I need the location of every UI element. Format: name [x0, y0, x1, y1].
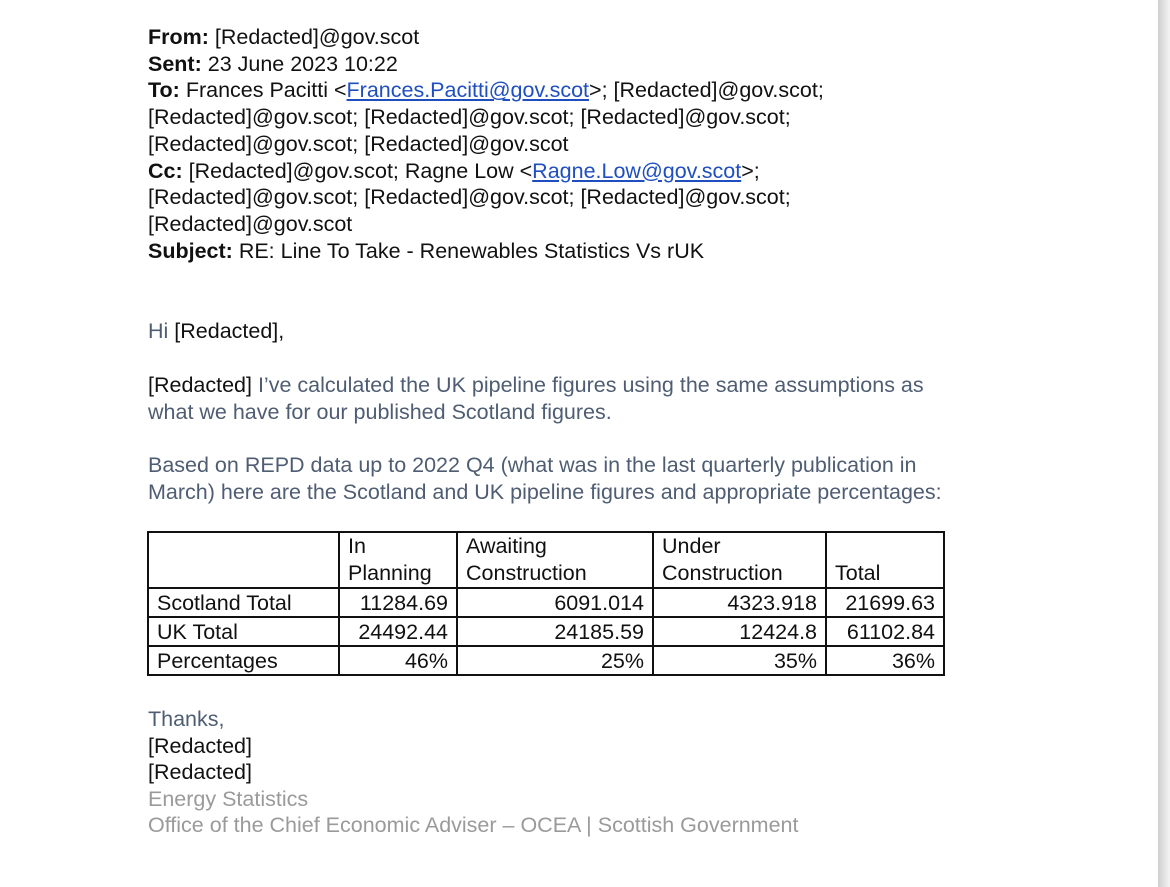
- cc-email-link[interactable]: Ragne.Low@gov.scot: [532, 158, 742, 183]
- table-row: [148, 646, 944, 675]
- row-label: Scotland Total: [148, 588, 339, 617]
- table-row: [148, 588, 944, 617]
- to-rest: >; [Redacted]@gov.scot;: [589, 78, 824, 103]
- subject-label: Subject:: [148, 238, 233, 263]
- cc-line-2: [Redacted]@gov.scot; [Redacted]@gov.scot; [Redacted]@gov.scot;: [148, 185, 791, 210]
- table-cell: 11284.69: [339, 588, 457, 617]
- sent-value: 23 June 2023 10:22: [207, 51, 398, 76]
- p1-redacted: [Redacted]: [148, 373, 252, 397]
- greeting: [148, 318, 1128, 345]
- signature-title: [Redacted]: [148, 760, 252, 785]
- sent-line: [148, 51, 1128, 78]
- cc-label: Cc:: [148, 158, 183, 183]
- table-row: [148, 617, 944, 646]
- table-cell: 25%: [457, 646, 653, 675]
- p2-line1: Based on REPD data up to 2022 Q4 (what was in the last quarterly publication in: [148, 453, 917, 477]
- subject-line: [148, 238, 1128, 265]
- table-header-row: [148, 532, 944, 588]
- from-label: From:: [148, 25, 209, 49]
- p2-line2: March) here are the Scotland and UK pipeline figures and appropriate percentages:: [148, 479, 942, 504]
- table-cell: 6091.014: [457, 588, 653, 617]
- greeting-hi: Hi: [148, 319, 175, 343]
- signature-name: [Redacted]: [148, 733, 252, 758]
- signature-team: Energy Statistics: [148, 786, 309, 811]
- table-cell: 35%: [653, 646, 826, 675]
- to-line: [148, 77, 1128, 104]
- header-awaiting-construction: Awaiting Construction: [457, 532, 653, 588]
- table-cell: 24185.59: [457, 617, 653, 646]
- sent-label: Sent:: [148, 51, 202, 76]
- header-under-construction: Under Construction: [653, 532, 826, 588]
- table-cell: 46%: [339, 646, 457, 675]
- table-cell: 12424.8: [653, 617, 826, 646]
- sign-off: Thanks,: [148, 707, 225, 731]
- to-email-link[interactable]: Frances.Pacitti@gov.scot: [346, 78, 590, 103]
- pipeline-table: [147, 531, 945, 676]
- p1-line2: what we have for our published Scotland figures.: [148, 399, 612, 424]
- p1-line1: I’ve calculated the UK pipeline figures using the same assumptions as: [251, 373, 924, 397]
- table-cell: 36%: [826, 646, 944, 675]
- table-cell: 4323.918: [653, 588, 826, 617]
- to-label: To:: [148, 78, 180, 103]
- header-total: Total: [826, 532, 944, 588]
- table-cell: 61102.84: [826, 617, 944, 646]
- cc-line-3: [Redacted]@gov.scot: [148, 211, 353, 236]
- cc-prefix: [Redacted]@gov.scot; Ragne Low <: [188, 158, 533, 183]
- to-line-3: [Redacted]@gov.scot; [Redacted]@gov.scot: [148, 131, 569, 156]
- header-cell-empty: [148, 532, 339, 588]
- signature-org: Office of the Chief Economic Adviser – OCEA | Scottish Government: [148, 813, 799, 838]
- row-label: UK Total: [148, 617, 339, 646]
- paragraph-2: [148, 452, 1128, 505]
- from-line: [148, 24, 1128, 51]
- subject-value: RE: Line To Take - Renewables Statistics Vs rUK: [238, 238, 705, 263]
- to-name: Frances Pacitti <: [185, 78, 347, 103]
- signature-block: [148, 706, 798, 839]
- cc-rest: >;: [741, 158, 760, 183]
- from-value: [Redacted]@gov.scot: [214, 25, 420, 49]
- greeting-name: [Redacted],: [174, 319, 285, 343]
- table-cell: 24492.44: [339, 617, 457, 646]
- paragraph-1: [148, 372, 1128, 425]
- header-in-planning: In Planning: [339, 532, 457, 588]
- cc-line: [148, 158, 1128, 185]
- email-header: [148, 24, 1128, 264]
- to-line-2: [Redacted]@gov.scot; [Redacted]@gov.scot; [Redacted]@gov.scot;: [148, 105, 791, 130]
- page-edge-shadow: [1158, 0, 1170, 887]
- table-cell: 21699.63: [826, 588, 944, 617]
- row-label: Percentages: [148, 646, 339, 675]
